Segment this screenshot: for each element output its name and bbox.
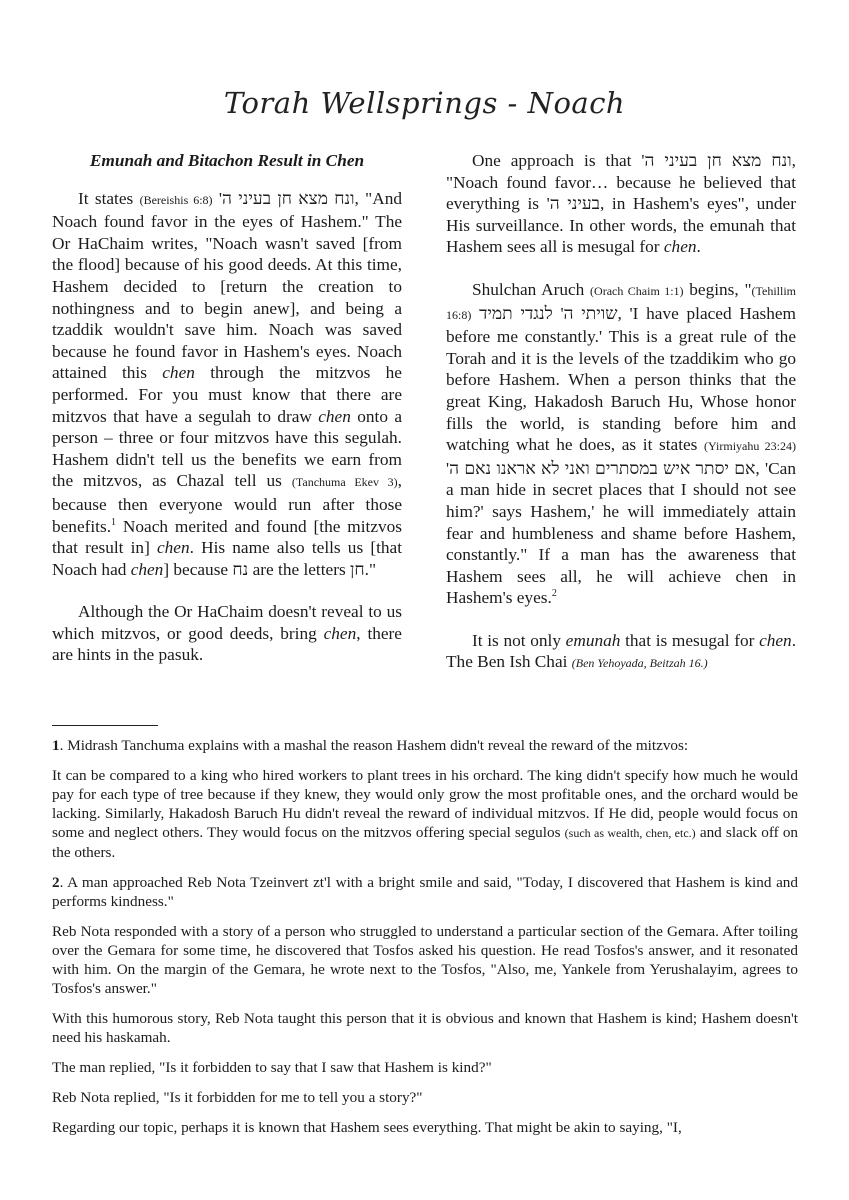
footnote-divider: [52, 725, 158, 726]
hebrew-quote: שויתי ה' לנגדי תמיד: [479, 303, 618, 323]
hebrew-quote: ונח מצא חן בעיני ה': [641, 151, 792, 170]
footnote-2-body: Regarding our topic, perhaps it is known that Hashem sees everything. That might be akin to saying, "I,: [52, 1119, 682, 1136]
footnote-1-body: It can be compared to a king who hired workers to plant trees in his orchard. The king didn't specify how much he would pay for each type of tree because if they knew, they would only grow the most profitable ones, and the orchard would be lacking. Similarly, Hakadosh Baruch Hu didn't reveal the reward of individual mitzvos. If He did, people would focus on some and neglect others. They would focus on the mitzvos offering special segulos (such as wealth, chen, etc.) and slack off on the others.: [52, 767, 799, 861]
paragraph: One approach is that ונח מצא חן בעיני ה', "Noach found favor… because he believed that everything is בעיני ה', in Hashem's eyes", under His surveillance. In other words, the emunah that Hashem sees all is mesugal for chen.: [446, 151, 796, 257]
source-citation: (Bereishis 6:8): [139, 192, 213, 207]
left-column: [52, 150, 402, 687]
hebrew-quote: בעיני ה': [546, 194, 601, 214]
footnote-ref: 2: [551, 588, 557, 600]
paragraph: Although the Or HaChaim doesn't reveal to us which mitzvos, or good deeds, bring chen, there are hints in the pasuk.: [52, 602, 402, 665]
paragraph: It states (Bereishis 6:8) ונח מצא חן בעיני ה', "And Noach found favor in the eyes of Hashem." The Or HaChaim writes, "Noach wasn't saved [from the flood] because of his good deeds. At this time, Hashem decided to [return the creation to nothingness and to begin anew], and being a tzaddik wouldn't save him. Noach was saved because he found favor in Hashem's eyes. Noach attained this chen through the mitzvos he performed. For you must know that there are mitzvos that have a segulah to draw chen onto a person – three or four mitzvos have this segulah. Hashem didn't tell us the benefits we earn from the mitzvos, as Chazal tell us (Tanchuma Ekev 3), because then everyone would run after those benefits.$^1$ Noach merited and found [the mitzvos that result in] chen. His name also tells us [that Noach had chen] because נח are the letters חן.": [52, 188, 403, 579]
source-citation: (Orach Chaim 1:1): [590, 283, 684, 298]
source-citation: (such as wealth, chen, etc.): [564, 826, 696, 840]
source-citation: (Tanchuma Ekev 3): [291, 475, 398, 490]
section-heading: Emunah and Bitachon Result in Chen: [89, 151, 365, 170]
footnote-ref: 1: [111, 516, 117, 528]
source-citation: (Yirmiyahu 23:24): [704, 439, 797, 454]
hebrew-quote: ונח מצא חן בעיני ה': [218, 188, 355, 208]
footnote-2-body: With this humorous story, Reb Nota taught this person that it is obvious and known that Hashem is kind; Hashem doesn't need his haskamah.: [52, 1010, 798, 1046]
page-title: Torah Wellsprings - Noach: [223, 86, 626, 120]
right-column: [446, 150, 796, 696]
footnote-2-body: Reb Nota responded with a story of a person who struggled to understand a particular section of the Gemara. After toiling over the Gemara for some time, he discovered that Tosfos asked his question. He read Tosfos's answer, and it resonated with him. On the margin of the Gemara, he wrote next to the Tosfos, "Also, me, Yankele from Yerushalayim, agrees to Tosfos's answer.": [52, 923, 798, 997]
source-citation: (Ben Yehoyada, Beitzah 16.): [571, 656, 708, 671]
footnote-number: 2: [52, 874, 60, 891]
hebrew-word: חן: [350, 559, 365, 579]
hebrew-word: נח: [232, 559, 249, 579]
footnote-2-body: The man replied, "Is it forbidden to say that I saw that Hashem is kind?": [52, 1059, 492, 1076]
footnote-1: 1. Midrash Tanchuma explains with a mashal the reason Hashem didn't reveal the reward of the mitzvos:: [52, 737, 689, 754]
source-citation: (Tehillim 16:8): [446, 283, 796, 322]
footnote-2: 2. A man approached Reb Nota Tzeinvert zt'l with a bright smile and said, "Today, I discovered that Hashem is kind and performs kindness.": [52, 874, 798, 910]
footnote-number: 1: [52, 737, 60, 754]
hebrew-quote: אם יסתר איש במסתרים ואני לא אראנו נאם ה': [446, 458, 756, 478]
footnotes: [52, 736, 798, 1148]
paragraph: It is not only emunah that is mesugal for chen. The Ben Ish Chai (Ben Yehoyada, Beitzah 16.): [446, 630, 797, 672]
paragraph: Shulchan Aruch (Orach Chaim 1:1) begins, "(Tehillim 16:8) שויתי ה' לנגדי תמיד, 'I have placed Hashem before me constantly.' This is a great rule of the Torah and it is the levels of the tzaddikim who go before Hashem. When a person thinks that the great King, Hakadosh Baruch Hu, Whose honor fills the world, is standing before him and watching what he does, as it states (Yirmiyahu 23:24) אם יסתר איש במסתרים ואני לא אראנו נאם ה', 'Can a man hide in secret places that I should not see him?' says Hashem,' he will immediately attain fear and humbleness and shame before Hashem, constantly." If a man has the awareness that Hashem sees all, he will achieve chen in Hashem's eyes.$^2$: [446, 279, 797, 608]
footnote-2-body: Reb Nota replied, "Is it forbidden for me to tell you a story?": [52, 1089, 423, 1106]
